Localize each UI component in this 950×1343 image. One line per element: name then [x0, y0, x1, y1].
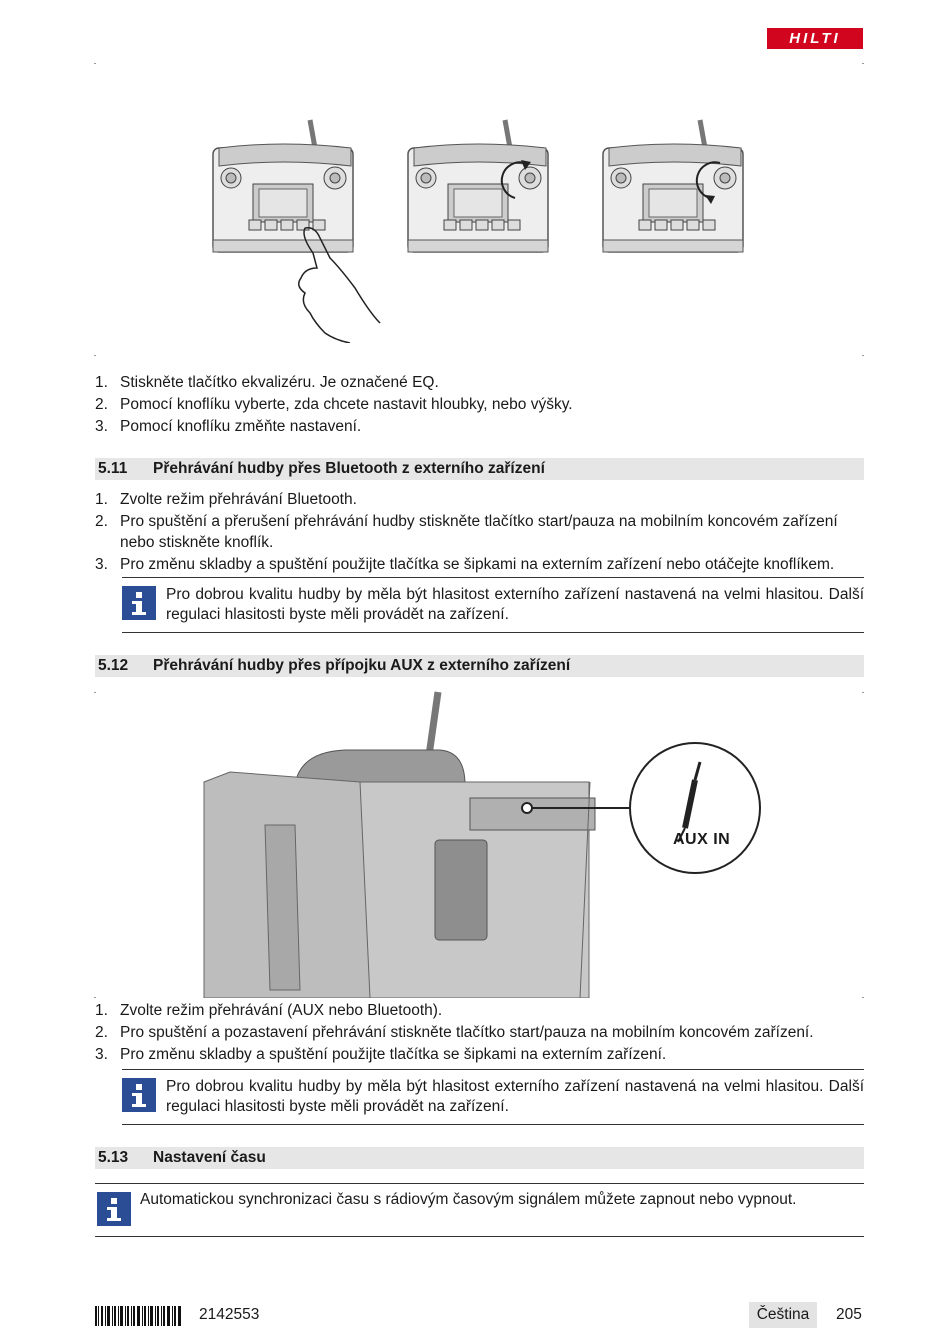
crop-mark: [94, 355, 96, 356]
note-text: Pro dobrou kvalitu hudby by měla být hlasitost externího zařízení nastavená na velmi hlasitou. Další regulaci hlasitosti byste měli provádět na zařízení.: [166, 1078, 864, 1115]
eq-illustration: [205, 118, 765, 343]
crop-mark: [94, 63, 96, 64]
info-icon: [97, 1192, 131, 1226]
list-item: 1. Zvolte režim přehrávání Bluetooth.: [95, 491, 357, 508]
info-note: [95, 1183, 864, 1237]
language-label: Čeština: [749, 1302, 817, 1328]
crop-mark: [862, 997, 864, 998]
eq-steps-list: [95, 372, 864, 437]
aux-in-label: AUX IN: [673, 831, 731, 848]
bluetooth-steps-list: [95, 489, 864, 575]
note-text: Pro dobrou kvalitu hudby by měla být hlasitost externího zařízení nastavená na velmi hlasitou. Další regulaci hlasitosti byste měli provádět na zařízení.: [166, 586, 864, 623]
list-item: 1. Zvolte režim přehrávání (AUX nebo Bluetooth).: [95, 1002, 443, 1019]
section-heading-5-13: 5.13 Nastavení času: [95, 1147, 864, 1169]
note-text: Automatickou synchronizaci času s rádiovým časovým signálem můžete zapnout nebo vypnout.: [140, 1191, 797, 1208]
radio-panel: [213, 120, 353, 252]
list-item: 2. Pro spuštění a přerušení přehrávání hudby stiskněte tlačítko start/pauza na mobilním koncovém zařízení nebo stiskněte knoflík.: [95, 513, 838, 551]
barcode-icon: [95, 1306, 181, 1326]
section-heading-5-12: 5.12 Přehrávání hudby přes přípojku AUX z externího zařízení: [95, 655, 864, 677]
list-item: 3. Pro změnu skladby a spuštění použijte tlačítka se šipkami na externím zařízení.: [95, 1046, 667, 1063]
info-note: [122, 1069, 864, 1125]
document-number: 2142553: [199, 1306, 260, 1323]
crop-mark: [94, 692, 96, 693]
hilti-logo: [767, 28, 863, 49]
list-item: 2. Pomocí knoflíku vyberte, zda chcete nastavit hloubky, nebo výšky.: [95, 396, 573, 413]
list-item: 2. Pro spuštění a pozastavení přehrávání stiskněte tlačítko start/pauza na mobilním koncovém zařízení.: [95, 1024, 814, 1041]
crop-mark: [862, 63, 864, 64]
section-heading-5-11: 5.11 Přehrávání hudby přes Bluetooth z externího zařízení: [95, 458, 864, 480]
crop-mark: [94, 997, 96, 998]
info-note: [122, 577, 864, 633]
logo-text: HILTI: [789, 30, 841, 47]
list-item: 3. Pro změnu skladby a spuštění použijte tlačítka se šipkami na externím zařízení nebo otáčejte knoflíkem.: [95, 556, 835, 573]
page-number: 205: [836, 1306, 862, 1323]
crop-mark: [862, 692, 864, 693]
list-item: 1. Stiskněte tlačítko ekvalizéru. Je označené EQ.: [95, 374, 439, 391]
list-item: 3. Pomocí knoflíku změňte nastavení.: [95, 418, 362, 435]
crop-mark: [862, 355, 864, 356]
info-icon: [122, 586, 156, 620]
aux-steps-list: [95, 1000, 864, 1065]
info-icon: [122, 1078, 156, 1112]
